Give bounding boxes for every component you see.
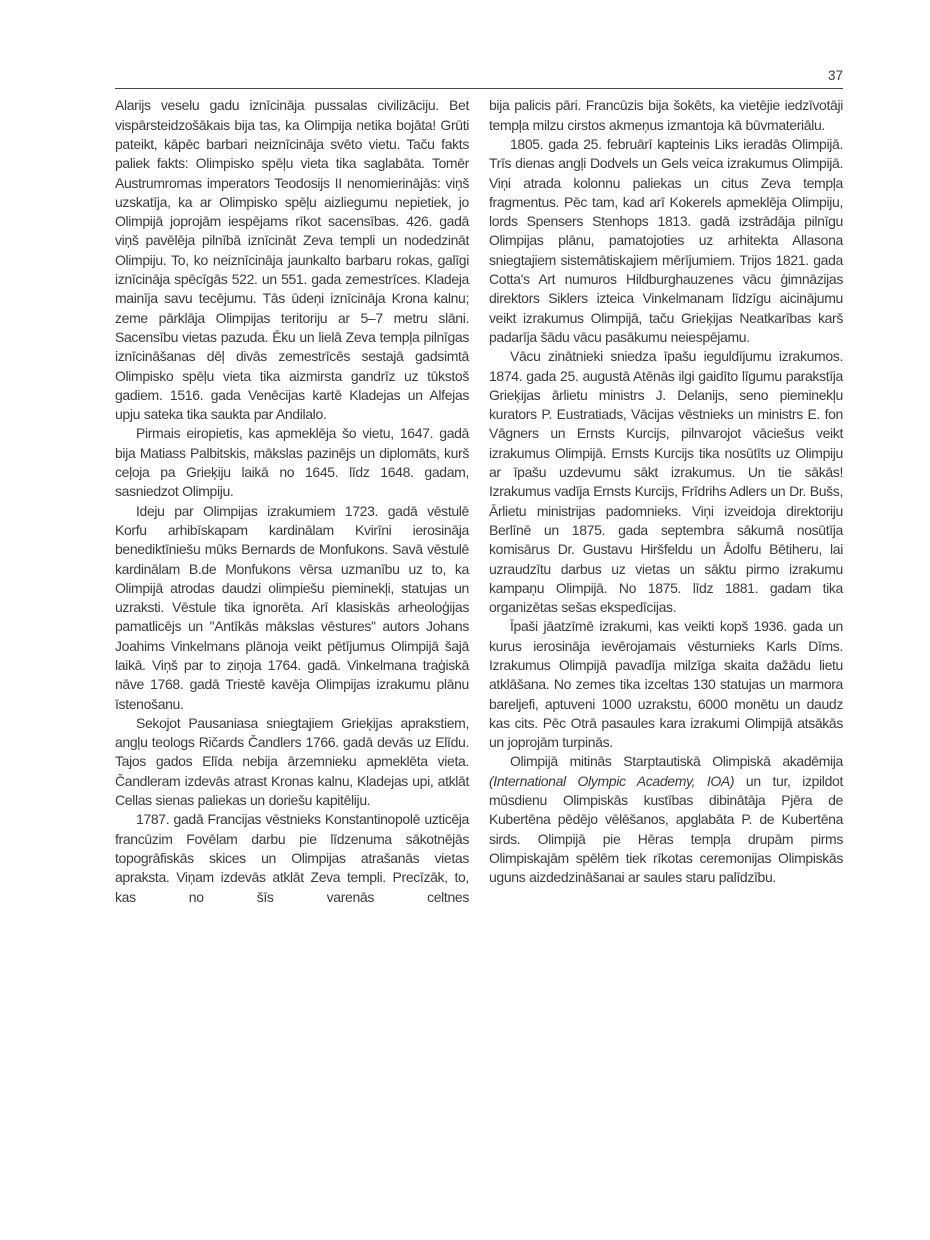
paragraph (115, 714, 469, 810)
paragraph (489, 617, 843, 752)
text-run: 1787. gadā Francijas vēstnieks Konstantinopolē uzticēja francūzim Fovēlam darbu pie līdzenuma sākotnējās topogrāfiskās skices un Olimpijas atrašanās vietas apraksta. Viņam izdevās atklāt Zeva templi. Precīzāk, to, kas no šīs varenās celtnes (115, 811, 469, 905)
paragraph (489, 752, 843, 887)
text-run: Pirmais eiropietis, kas apmeklēja šo vietu, 1647. gadā bija Matiass Palbitskis, mākslas pazinējs un diplomāts, kurš ceļoja pa Grieķiju laikā no 1645. līdz 1648. gadam, sasniedzot Olimpiju. (115, 425, 469, 500)
left-column (115, 96, 469, 906)
paragraph (489, 96, 843, 135)
text-run: Olimpijā mitinās Starptautiskā Olimpiskā akadēmija (510, 753, 843, 770)
paragraph (115, 502, 469, 714)
italic-text-run: (International Olympic Academy, IOA) (489, 772, 735, 789)
text-run: un tur, izpildot mūsdienu Olimpiskās kustības dibinātāja Pjēra de Kubertēna pēdējo vēlēšanos, apglabāta P. de Kubertēna sirds. Olimpijā pie Hēras tempļa drupām pirms Olimpiskajām spēlēm tiek rīkotas ceremonijas Olimpiskās uguns aizdedzināšanai ar saules staru palīdzību. (489, 772, 843, 886)
page-number: 37 (827, 68, 843, 83)
page-content (115, 68, 843, 907)
header-rule (115, 88, 843, 89)
paragraph (115, 96, 469, 424)
text-run: 1805. gada 25. februārī kapteinis Liks ieradās Olimpijā. Trīs dienas angļi Dodvels un Gels veica izrakumus Olimpijā. Viņi atrada kolonnu paliekas un citus Zeva tempļa fragmentus. Pēc tam, kad arī Kokerels apmeklēja Olimpiju, lords Spensers Stenhops 1813. gadā izstrādāja pilnīgu Olimpijas plānu, pamatojoties uz arhitekta Allasona sniegtajiem sistemātiskajiem mērījumiem. Trijos 1821. gada Cotta's Art numuros Hildburghauzenes vācu ģimnāzijas direktors Siklers izteica Vinkelmanam līdzīgu aicinājumu veikt izrakumus Olimpijā, taču Grieķijas Neatkarības karš padarīja šādu vācu pasākumu neiespējamu. (489, 135, 843, 345)
text-run: Vācu zinātnieki sniedza īpašu ieguldījumu izrakumos. 1874. gada 25. augustā Atēnās ilgi gaidīto līgumu parakstīja Grieķijas ārlietu ministrs J. Delanijs, seno pieminekļu kurators P. Eustratiads, Vācijas vēstnieks un ministrs E. fon Vāgners un Ernsts Kurcijs, pilnvarojot vāciešus veikt izrakumus Olimpijā. Ernsts Kurcijs tika nosūtīts uz Olimpiju ar īpašu uzdevumu sākt izrakumus. Un tie sākās! Izrakumus vadīja Ernsts Kurcijs, Frīdrihs Adlers un Dr. Bušs, Ārlietu ministrijas padomnieks. Viņi izveidoja direktoriju Berlīnē un 1875. gada septembra sākumā nosūtīja komisārus Dr. Gustavu Hiršfeldu un Ādolfu Bētiheru, lai uzraudzītu darbus uz vietas un sāktu pirmo izrakumu kampaņu Olimpijā. No 1875. līdz 1881. gadam tika organizētas sešas ekspedīcijas. (489, 348, 843, 616)
text-run: Ideju par Olimpijas izrakumiem 1723. gadā vēstulē Korfu arhibīskapam kardinālam Kvirīni ierosināja benediktīniešu mūks Bernards de Monfukons. Savā vēstulē kardinālam B.de Monfukons vērsa uzmanību uz to, ka Olimpijā atrodas daudzi olimpiešu pieminekļi, statujas un uzraksti. Vēstule tika ignorēta. Arī klasiskās arheoloģijas pamatlicējs un "Antīkās mākslas vēstures" autors Johans Joahims Vinkelmans plānoja veikt pētījumus Olimpijā šajā laikā. Viņš par to ziņoja 1764. gadā. Vinkelmana traģiskā nāve 1768. gadā Triestē kavēja Olimpijas izrakumu plānu īstenošanu. (115, 502, 469, 712)
right-column (489, 96, 843, 906)
paragraph (115, 810, 469, 906)
text-columns (115, 96, 843, 906)
text-run: bija palicis pāri. Francūzis bija šokēts, ka vietējie iedzīvotāji tempļa milzu cirstos akmeņus izmantoja kā būvmateriālu. (489, 97, 843, 133)
paragraph (489, 135, 843, 347)
paragraph (115, 424, 469, 501)
paragraph (489, 347, 843, 617)
text-run: Sekojot Pausaniasa sniegtajiem Grieķijas aprakstiem, angļu teologs Ričards Čandlers 1766. gadā devās uz Elīdu. Tajos gados Elīda nebija ārzemnieku apmeklēta vieta. Čandleram izdevās atrast Kronas kalnu, Kladejas upi, atklāt Cellas sienas paliekas un doriešu kapitēliju. (115, 714, 469, 809)
text-run: Alarijs veselu gadu iznīcināja pussalas civilizāciju. Bet vispārsteidzošākais bija tas, ka Olimpija netika bojāta! Grūti pateikt, kāpēc barbari neiznīcināja svēto vietu. Taču fakts paliek fakts: Olimpisko spēļu vieta tika saglabāta. Tomēr Austrumromas imperators Teodosijs II nenomierinājās: viņš uzskatīja, ka ar Olimpisko spēļu aizliegumu nepietiek, jo Olimpijā joprojām iespējams rīkot sacensības. 426. gadā viņš pavēlēja pilnībā iznīcināt Zeva templi un nodedzināt Olimpiju. To, ko neiznīcināja jaunkalto barbaru rokas, galīgi iznīcināja spēcīgās 522. un 551. gada zemestrīces. Kladeja mainīja savu tecējumu. Tās ūdeņi iznīcināja Krona kalnu; zeme pārklāja Olimpijas teritoriju ar 5–7 metru slāni. Sacensību vietas pazuda. Ēku un lielā Zeva tempļa pilnīgas iznīcināšanas dēļ divās zemestrīcēs sestajā gadsimtā Olimpisko spēļu vieta tika aizmirsta gandrīz uz tūkstoš gadiem. 1516. gada Venēcijas kartē Kladejas un Alfejas upju sateka tika saukta par Andilalo. (115, 97, 469, 423)
text-run: Īpaši jāatzīmē izrakumi, kas veikti kopš 1936. gada un kurus ierosināja ievērojamais vēsturnieks Karls Dīms. Izrakumus Olimpijā pavadīja milzīga skaita dažādu lietu atklāšana. No zemes tika izceltas 130 statujas un marmora bareljefi, aptuveni 1000 uzrakstu, 6000 monētu un daudz kas cits. Pēc Otrā pasaules kara izrakumi Olimpijā atsākās un joprojām turpinās. (489, 618, 843, 751)
